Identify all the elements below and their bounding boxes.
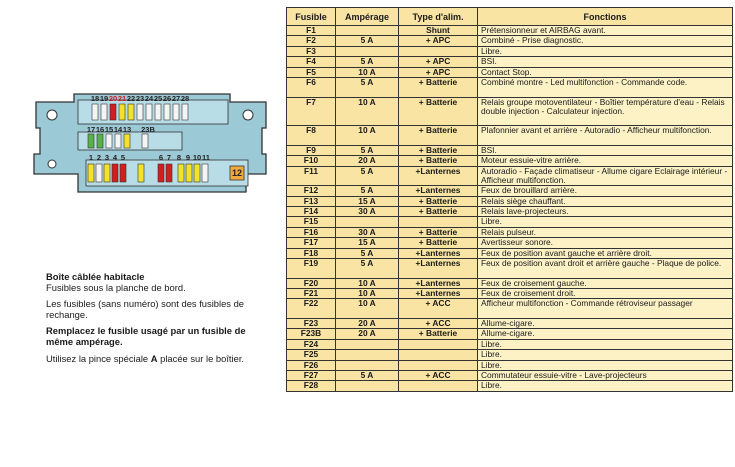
- fuse-functions: Autoradio - Façade climatiseur - Allume cigare Eclairage intérieur - Afficheur multifonction.: [478, 166, 733, 186]
- table-row: [287, 166, 733, 186]
- fuse-amperage: 5 A: [336, 57, 399, 67]
- fuse-amperage: 5 A: [336, 248, 399, 258]
- table-row: [287, 259, 733, 279]
- fuse-supply-type: + Batterie: [399, 238, 478, 248]
- fuse-amperage: 5 A: [336, 186, 399, 196]
- section-heading: Boîte câblée habitacle: [46, 271, 145, 282]
- fuse-label: 1: [88, 153, 94, 162]
- fuse-label: 4: [112, 153, 118, 162]
- header-type: Type d'alim.: [399, 8, 478, 26]
- fuse-amperage: [336, 381, 399, 391]
- fuse-supply-type: [399, 46, 478, 56]
- fuse-label: 23: [135, 94, 145, 103]
- fuse-number: F18: [287, 248, 336, 258]
- fuse-number: F25: [287, 350, 336, 360]
- fuse-number: F12: [287, 186, 336, 196]
- table-row: [287, 319, 733, 329]
- fuse-supply-type: Shunt: [399, 26, 478, 36]
- fuse-functions: Combiné - Prise diagnostic.: [478, 36, 733, 46]
- fuse-number: F1: [287, 26, 336, 36]
- fuse-box-diagram: [30, 88, 270, 200]
- fuse-number: F15: [287, 217, 336, 227]
- fuse-number: F22: [287, 299, 336, 319]
- fuse-functions: Libre.: [478, 350, 733, 360]
- table-row: [287, 339, 733, 349]
- fuse-functions: Feux de croisement gauche.: [478, 278, 733, 288]
- fuse-label: 27: [171, 94, 181, 103]
- table-row: [287, 97, 733, 126]
- fuse-amperage: 20 A: [336, 156, 399, 166]
- fuse-label: 7: [166, 153, 172, 162]
- fuse-supply-type: + ACC: [399, 299, 478, 319]
- fuse-number: F14: [287, 207, 336, 217]
- table-row: [287, 36, 733, 46]
- mount-hole-lower-left: [48, 160, 56, 168]
- fuse-functions: BSI.: [478, 145, 733, 155]
- fuse-supply-type: + Batterie: [399, 227, 478, 237]
- fuse-functions: Relais pulseur.: [478, 227, 733, 237]
- fuse-functions: Allume-cigare.: [478, 319, 733, 329]
- table-row: [287, 381, 733, 391]
- fuse-label: 9: [185, 153, 191, 162]
- fuse-label: 18: [90, 94, 100, 103]
- fuse-supply-type: [399, 381, 478, 391]
- fuse-amperage: 10 A: [336, 126, 399, 146]
- fuse-amperage: 30 A: [336, 207, 399, 217]
- pliers-note: [46, 354, 261, 365]
- table-row: [287, 126, 733, 146]
- fuse-number: F19: [287, 259, 336, 279]
- fuse-functions: Feux de croisement droit.: [478, 289, 733, 299]
- fuse-number: F23: [287, 319, 336, 329]
- fuse-amperage: 10 A: [336, 299, 399, 319]
- fuse-label: 10: [192, 153, 202, 162]
- table-row: [287, 77, 733, 97]
- fuse-label: 3: [104, 153, 110, 162]
- table-row: [287, 248, 733, 258]
- table-row: [287, 186, 733, 196]
- fuse-amperage: 15 A: [336, 238, 399, 248]
- fuse-number: F4: [287, 57, 336, 67]
- fuse-supply-type: +Lanternes: [399, 166, 478, 186]
- fuse-number: F2: [287, 36, 336, 46]
- fuse-amperage: 10 A: [336, 97, 399, 126]
- fuse-amperage: [336, 360, 399, 370]
- table-header-row: [287, 8, 733, 26]
- fuse-functions: Feux de position avant droit et arrière gauche - Plaque de police.: [478, 259, 733, 279]
- fuse-amperage: 5 A: [336, 77, 399, 97]
- fuse-label: 25: [153, 94, 163, 103]
- table-row: [287, 217, 733, 227]
- fuse-number: F16: [287, 227, 336, 237]
- fuse-functions: Relais lave-projecteurs.: [478, 207, 733, 217]
- fuse-functions: Commutateur essuie-vitre - Lave-projecteurs: [478, 370, 733, 380]
- fuse-number: F6: [287, 77, 336, 97]
- fuse-number: F23B: [287, 329, 336, 339]
- table-row: [287, 289, 733, 299]
- fuse-supply-type: [399, 217, 478, 227]
- fuse-amperage: 5 A: [336, 36, 399, 46]
- table-row: [287, 299, 733, 319]
- fuse-functions: Moteur essuie-vitre arrière.: [478, 156, 733, 166]
- fuse-label: 19: [99, 94, 109, 103]
- table-row: [287, 370, 733, 380]
- fuse-label: 17: [86, 125, 96, 134]
- instructions-text: [46, 272, 261, 370]
- fuse-amperage: [336, 350, 399, 360]
- fuse-functions: Libre.: [478, 339, 733, 349]
- table-row: [287, 57, 733, 67]
- fuse-supply-type: + Batterie: [399, 77, 478, 97]
- pliers-note-text: placée sur le boîtier.: [157, 352, 245, 364]
- fuse-supply-type: + Batterie: [399, 207, 478, 217]
- table-row: [287, 329, 733, 339]
- table-row: [287, 227, 733, 237]
- fuse-table: [286, 7, 733, 392]
- fuse-functions: Plafonnier avant et arrière - Autoradio - Afficheur multifonction.: [478, 126, 733, 146]
- fuse-label: 22: [126, 94, 136, 103]
- fuse-amperage: 5 A: [336, 145, 399, 155]
- fuse-functions: Libre.: [478, 381, 733, 391]
- fuse-functions: Avertisseur sonore.: [478, 238, 733, 248]
- fuse-number: F8: [287, 126, 336, 146]
- fuse-number: F20: [287, 278, 336, 288]
- fuse-number: F27: [287, 370, 336, 380]
- fuse-number: F13: [287, 196, 336, 206]
- fuse-supply-type: + APC: [399, 67, 478, 77]
- table-row: [287, 26, 733, 36]
- fuse-number: F9: [287, 145, 336, 155]
- fuse-supply-type: +Lanternes: [399, 259, 478, 279]
- table-row: [287, 207, 733, 217]
- fuse-label: 24: [144, 94, 154, 103]
- fuse-label: 8: [176, 153, 182, 162]
- fuse-functions: Feux de position avant gauche et arrière droit.: [478, 248, 733, 258]
- fuse-functions: Contact Stop.: [478, 67, 733, 77]
- top-fuse-row: [92, 104, 188, 120]
- fuse-number: F11: [287, 166, 336, 186]
- fuse-functions: Combiné montre - Led multifonction - Commande code.: [478, 77, 733, 97]
- fuse-amperage: 20 A: [336, 329, 399, 339]
- fuse-supply-type: + Batterie: [399, 145, 478, 155]
- fuse-amperage: 5 A: [336, 166, 399, 186]
- pliers-label: 12: [232, 168, 243, 178]
- fuse-amperage: 5 A: [336, 259, 399, 279]
- fuse-supply-type: + Batterie: [399, 156, 478, 166]
- fuse-supply-type: +Lanternes: [399, 248, 478, 258]
- fuse-supply-type: +Lanternes: [399, 278, 478, 288]
- fuse-amperage: 10 A: [336, 289, 399, 299]
- fuse-amperage: [336, 46, 399, 56]
- fuse-functions: Afficheur multifonction - Commande rétroviseur passager: [478, 299, 733, 319]
- fuse-number: F26: [287, 360, 336, 370]
- fuse-label: 21: [117, 94, 127, 103]
- fuse-table-body: [287, 26, 733, 392]
- fuse-functions: Libre.: [478, 360, 733, 370]
- fuse-supply-type: + Batterie: [399, 97, 478, 126]
- fuse-number: F21: [287, 289, 336, 299]
- fuse-label: 5: [120, 153, 126, 162]
- header-fonctions: Fonctions: [478, 8, 733, 26]
- fuse-label: 13: [122, 125, 132, 134]
- table-row: [287, 350, 733, 360]
- fuse-amperage: 10 A: [336, 278, 399, 288]
- fuse-supply-type: + ACC: [399, 370, 478, 380]
- fuse-number: F5: [287, 67, 336, 77]
- fuse-amperage: 5 A: [336, 370, 399, 380]
- table-row: [287, 196, 733, 206]
- fuse-number: F17: [287, 238, 336, 248]
- table-row: [287, 360, 733, 370]
- replacement-warning: Remplacez le fusible usagé par un fusible de même ampérage.: [46, 325, 246, 347]
- fuse-label: 6: [158, 153, 164, 162]
- header-amperage: Ampérage: [336, 8, 399, 26]
- table-row: [287, 46, 733, 56]
- fuse-functions: Libre.: [478, 217, 733, 227]
- table-row: [287, 278, 733, 288]
- mount-hole-right: [243, 110, 253, 120]
- fuse-supply-type: + Batterie: [399, 196, 478, 206]
- fuse-number: F3: [287, 46, 336, 56]
- fuse-label: 20: [108, 94, 118, 103]
- fuse-label: 26: [162, 94, 172, 103]
- fuse-supply-type: [399, 350, 478, 360]
- fuse-number: F28: [287, 381, 336, 391]
- pliers-note-letter: A: [150, 352, 158, 364]
- header-fusible: Fusible: [287, 8, 336, 26]
- fuse-supply-type: + Batterie: [399, 329, 478, 339]
- location-note: Fusibles sous la planche de bord.: [46, 281, 186, 293]
- fuse-supply-type: [399, 339, 478, 349]
- fuse-supply-type: + ACC: [399, 319, 478, 329]
- fuse-label: 2: [96, 153, 102, 162]
- fuse-amperage: 10 A: [336, 67, 399, 77]
- fuse-amperage: [336, 26, 399, 36]
- fuse-label: 11: [202, 153, 210, 162]
- fuse-label: 16: [95, 125, 105, 134]
- fuse-amperage: 20 A: [336, 319, 399, 329]
- fuse-amperage: [336, 339, 399, 349]
- fuse-number: F10: [287, 156, 336, 166]
- fuse-label: 14: [113, 125, 123, 134]
- fuse-functions: Feux de brouillard arrière.: [478, 186, 733, 196]
- fuse-amperage: [336, 217, 399, 227]
- table-row: [287, 67, 733, 77]
- fuse-functions: Relais siège chauffant.: [478, 196, 733, 206]
- pliers-note-text: Utilisez la pince spéciale: [46, 352, 151, 364]
- fuse-functions: BSI.: [478, 57, 733, 67]
- fuse-functions: Libre.: [478, 46, 733, 56]
- fuse-supply-type: [399, 360, 478, 370]
- fuse-label: 28: [180, 94, 190, 103]
- fuse-supply-type: + APC: [399, 36, 478, 46]
- table-row: [287, 238, 733, 248]
- fuse-supply-type: + Batterie: [399, 126, 478, 146]
- fuse-supply-type: + APC: [399, 57, 478, 67]
- fuse-amperage: 15 A: [336, 196, 399, 206]
- fuse-label: 23B: [141, 125, 155, 134]
- fuse-number: F24: [287, 339, 336, 349]
- fuse-functions: Prétensionneur et AIRBAG avant.: [478, 26, 733, 36]
- table-row: [287, 145, 733, 155]
- spare-fuses-note: Les fusibles (sans numéro) sont des fusibles de rechange.: [46, 298, 245, 320]
- fuse-supply-type: +Lanternes: [399, 289, 478, 299]
- fuse-number: F7: [287, 97, 336, 126]
- top-fuse-panel: [78, 100, 228, 124]
- fuse-supply-type: +Lanternes: [399, 186, 478, 196]
- fuse-box-illustration: [30, 88, 270, 200]
- mount-hole-left: [47, 110, 57, 120]
- table-row: [287, 156, 733, 166]
- fuse-label: 15: [104, 125, 114, 134]
- fuse-functions: Relais groupe motoventilateur - Boîtier température d'eau - Relais double injection - Calculateur injection.: [478, 97, 733, 126]
- fuse-amperage: 30 A: [336, 227, 399, 237]
- fuse-functions: Allume-cigare.: [478, 329, 733, 339]
